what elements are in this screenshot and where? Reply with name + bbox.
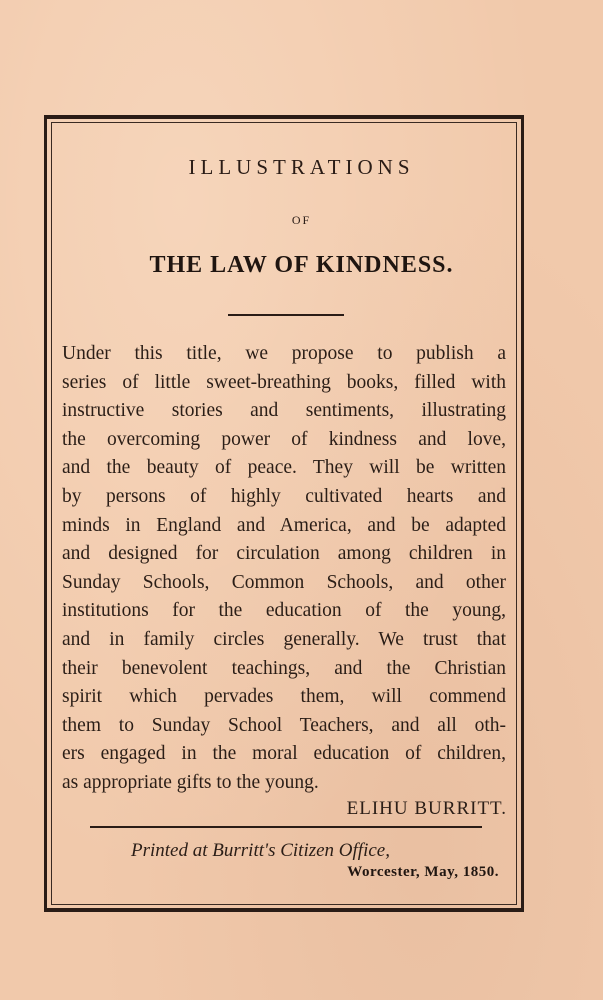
body-line: Sunday Schools, Common Schools, and other (62, 571, 506, 593)
body-line: instructive stories and sentiments, illustrating (62, 400, 506, 422)
body-line: them to Sunday School Teachers, and all oth- (62, 714, 506, 736)
body-line: series of little sweet-breathing books, filled with (62, 371, 506, 393)
title: ILLUSTRATIONS (188, 155, 415, 179)
body-line: spirit which pervades them, will commend (62, 686, 506, 708)
body-line: the overcoming power of kindness and love, (62, 428, 506, 450)
footer-rule (90, 826, 482, 828)
body-line: as appropriate gifts to the young. (62, 771, 319, 793)
imprint-place-date: Worcester, May, 1850. (347, 864, 499, 880)
body-paragraph (62, 340, 506, 798)
signature: ELIHU BURRITT. (346, 798, 507, 819)
body-line: institutions for the education of the young, (62, 600, 506, 622)
subtitle: THE LAW OF KINDNESS. (149, 252, 454, 278)
imprint: Printed at Burritt's Citizen Office, (131, 840, 390, 861)
body-line: Under this title, we propose to publish a (62, 343, 506, 364)
body-line: ers engaged in the moral education of children, (62, 743, 506, 765)
body-line: and in family circles generally. We trust that (62, 628, 506, 650)
body-line: and designed for circulation among children in (62, 543, 506, 565)
body-line: minds in England and America, and be adapted (62, 514, 506, 536)
divider-rule (228, 314, 344, 316)
body-line: their benevolent teachings, and the Christian (62, 657, 506, 679)
body-line: by persons of highly cultivated hearts and (62, 485, 506, 507)
title-of: OF (291, 213, 312, 227)
body-line: and the beauty of peace. They will be written (62, 457, 506, 479)
